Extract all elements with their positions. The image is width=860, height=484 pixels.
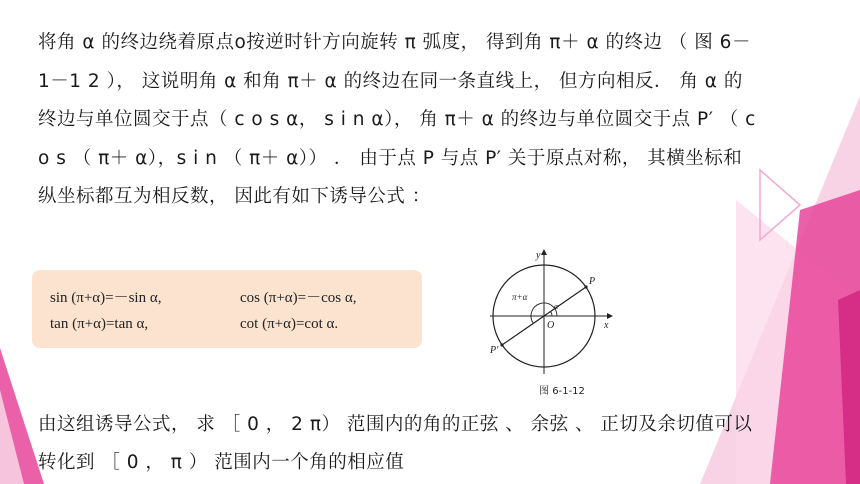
paragraph-rotation-explanation: 将角 α 的终边绕着原点o按逆时针方向旋转 π 弧度， 得到角 π＋ α 的终边 （ 图 6－1－1 2 ）， 这说明角 α 和角 π＋ α 的终边在同一条直线上， 但方向相反． 角 α 的终边与单位圆交于点（ c o s α， s i n α）， 角 π＋ α 的终边与单位圆交于点 P′ （ c o s （ π＋ α），s i n （ π＋ α）） ． 由于点 P 与点 P′ 关于原点对称， 其横坐标和纵坐标都互为相反数， 因此有如下诱导公式 ：	[38, 32, 756, 207]
point-P-prime	[500, 343, 503, 346]
formula-sin: sin (π+α)=－sin α,	[50, 290, 162, 306]
unit-circle-figure	[488, 246, 628, 406]
formula-box	[32, 270, 422, 348]
unit-circle-diagram	[488, 246, 628, 378]
formula-tan: tan (π+α)=tan α,	[50, 316, 149, 332]
label-alpha: α	[554, 302, 559, 311]
label-P-prime: P′	[490, 345, 499, 356]
figure-caption: 图 6-1-12	[539, 386, 585, 397]
label-pi-plus-alpha: π+α	[512, 292, 528, 302]
formula-cos: cos (π+α)=－cos α,	[240, 290, 357, 306]
paragraph-reduction-note: 由这组诱导公式， 求 ［ 0 ， 2 π） 范围内的角的正弦 、 余弦 、 正切及余切值可以转化到 ［ 0 ， π ） 范围内一个角的相应值	[38, 414, 753, 473]
point-P	[584, 285, 587, 288]
label-origin: O	[547, 320, 555, 331]
label-y: y	[536, 250, 541, 261]
label-P: P	[589, 276, 596, 287]
label-x: x	[604, 320, 609, 331]
formula-cot: cot (π+α)=cot α.	[240, 316, 339, 332]
angle-alpha-arc	[551, 312, 552, 317]
